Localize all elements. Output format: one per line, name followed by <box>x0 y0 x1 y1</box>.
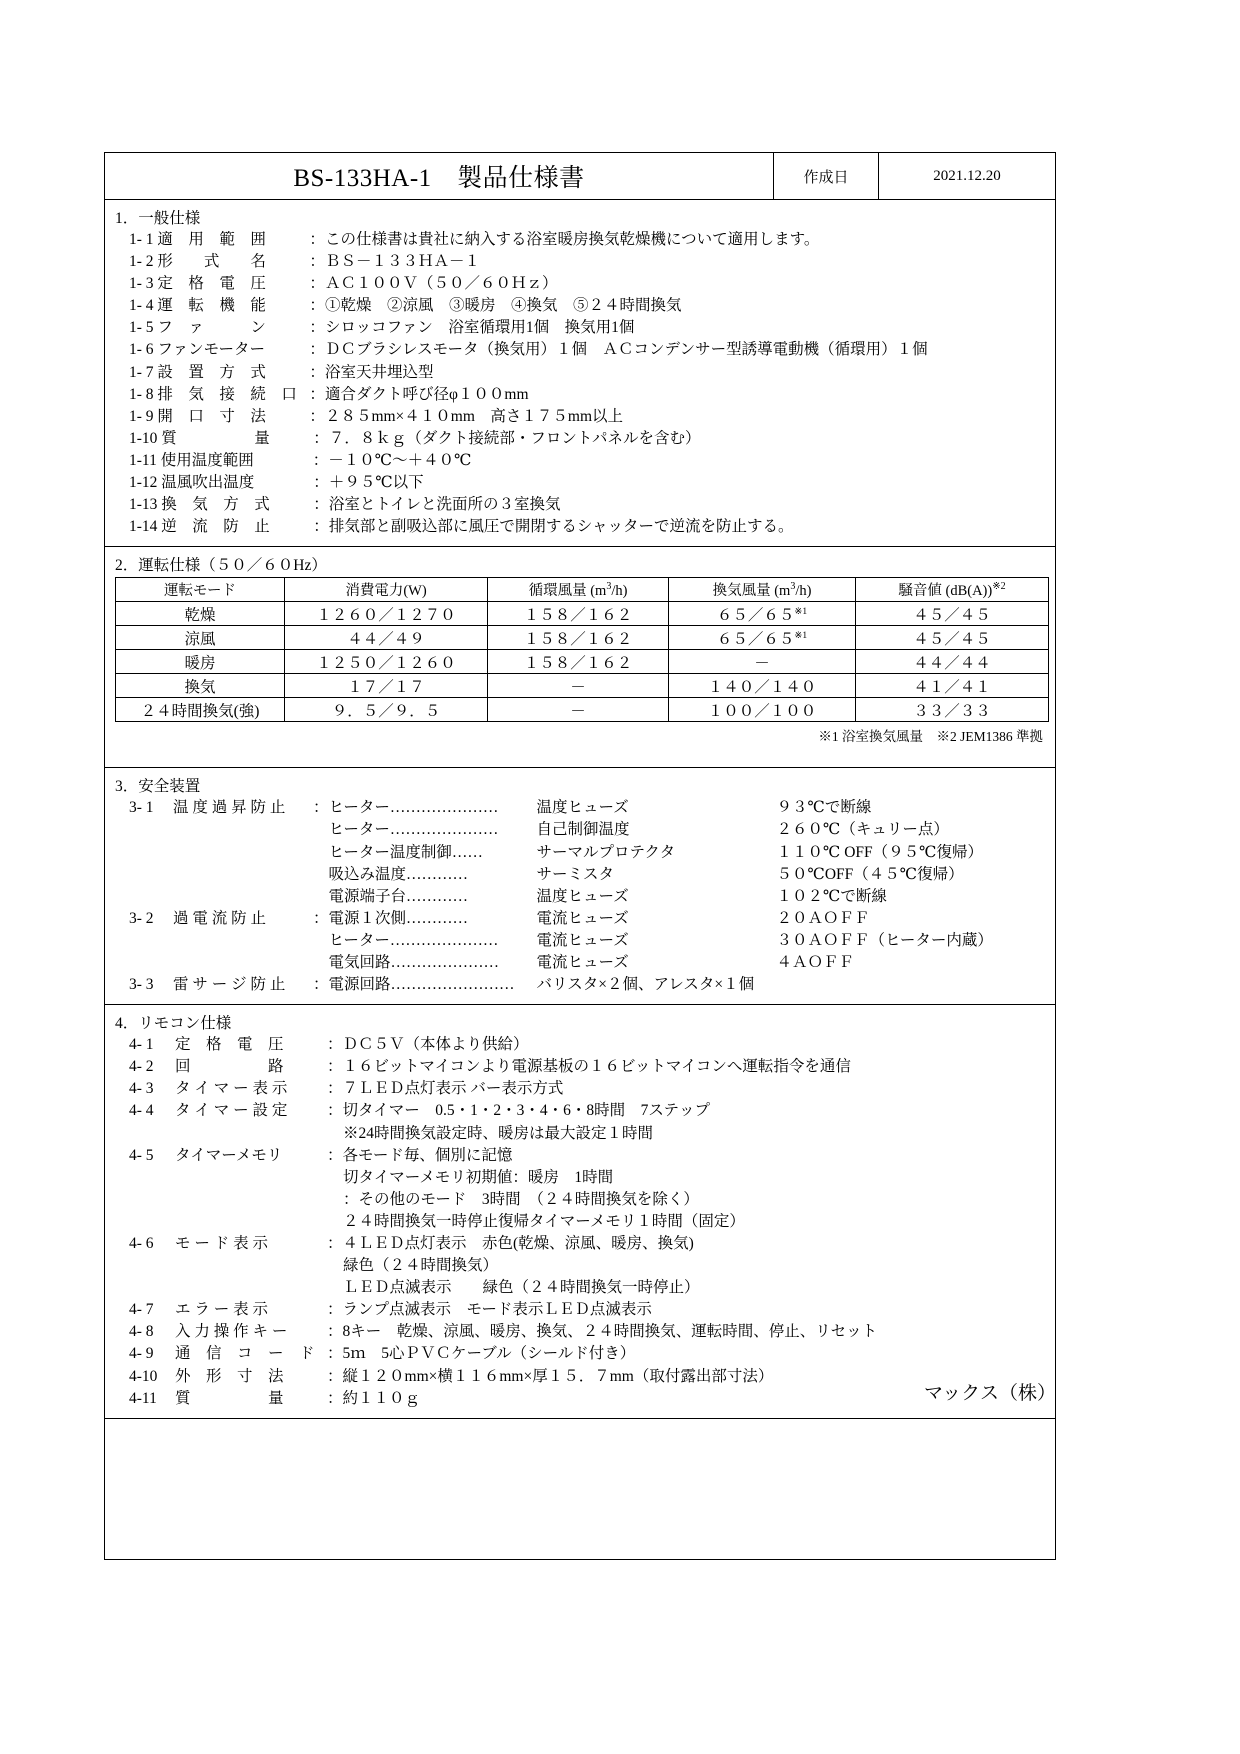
remote-item-label: 外 形 寸 法 <box>175 1367 284 1385</box>
safety-item-device: 電流ヒューズ <box>536 953 629 971</box>
safety-item <box>105 952 1055 974</box>
safety-item-part: ヒーター………………… <box>328 821 499 839</box>
safety-item <box>105 886 1055 908</box>
spec-item-value: ＢＳ－１３３ＨＡ－１ <box>324 253 480 271</box>
spec-item-number: 1-12 <box>129 474 158 492</box>
remote-item-value: 約１１０ｇ <box>342 1389 421 1407</box>
section4-items <box>105 1034 1055 1410</box>
remote-item-label: 定 格 電 圧 <box>175 1036 284 1054</box>
safety-item-label: 過 電 流 防 止 <box>173 909 267 927</box>
safety-item-label: 雷 サ ー ジ 防 止 <box>173 976 286 994</box>
table-row <box>116 674 1049 698</box>
remote-item: 4- 5 タイマーメモリ ：各モード毎、個別に記憶 <box>105 1145 1055 1167</box>
cell-power: １２６０／１２７０ <box>285 602 488 626</box>
safety-item-label: 温 度 過 昇 防 止 <box>173 799 286 817</box>
safety-item-spec: ４ＡＯＦＦ <box>776 953 855 971</box>
spec-item-number: 1- 3 <box>129 275 154 293</box>
remote-item-label: タイマーメモリ <box>175 1146 283 1164</box>
section3-heading: 3．安全装置 <box>115 778 201 796</box>
spec-item-label: 適 用 範 囲 <box>157 231 266 248</box>
spec-item-label: 運 転 機 能 <box>157 297 266 315</box>
remote-item <box>105 1189 1055 1211</box>
remote-item: 4-10 外 形 寸 法 ：縦１２０mm×横１１６mm×厚１５．７mm（取付露出部寸法） <box>105 1366 1055 1388</box>
safety-item-number: 3- 2 <box>129 909 154 927</box>
remote-item-label: タ イ マ ー 設 定 <box>175 1102 288 1120</box>
section-remote-specs <box>104 1005 1056 1419</box>
spec-item-number: 1- 9 <box>129 407 154 425</box>
safety-item: 3- 1 温 度 過 昇 防 止 ：ヒーター………………… 温度ヒューズ ９３℃で断線 <box>105 797 1055 819</box>
document-title-bar <box>104 152 1056 200</box>
th-noise: 騒音値 $(dB(A))^{※2}$ <box>856 578 1049 602</box>
safety-item-device: 自己制御温度 <box>536 821 630 839</box>
spec-item-value: －１０℃～＋４０℃ <box>328 451 472 469</box>
safety-item-device: サーマルプロテクタ <box>536 843 676 861</box>
spec-item-value: 排気部と副吸込部に風圧で開閉するシャッターで逆流を防止する。 <box>328 518 794 536</box>
remote-item-number: 4- 6 <box>129 1235 154 1252</box>
remote-item-label: 通 信 コ ー ド <box>175 1345 315 1363</box>
safety-item-part: 電源１次側………… <box>328 909 469 927</box>
remote-item: 4- 6 モ ー ド 表 示 ：４ＬＥＤ点灯表示 赤色(乾燥、涼風、暖房、換気) <box>105 1233 1055 1255</box>
spec-item-number: 1- 6 <box>129 341 154 359</box>
cell-mode: 暖房 <box>116 650 285 674</box>
spec-item-value: この仕様書は貴社に納入する浴室暖房換気乾燥機について適用します。 <box>324 231 820 248</box>
spec-item: 1- 3 定 格 電 圧 ：ＡＣ１００Ｖ（５０／６０Ｈｚ） <box>129 275 558 293</box>
remote-item-value: ＤＣ５Ｖ（本体より供給） <box>342 1036 529 1054</box>
spec-item-number: 1- 1 <box>129 231 154 248</box>
section-general-specs <box>104 200 1056 547</box>
operation-spec-table <box>115 577 1049 722</box>
safety-item-device: サーミスタ <box>536 865 615 883</box>
spec-item-number: 1- 4 <box>129 297 154 315</box>
remote-item-number: 4- 7 <box>129 1301 154 1319</box>
spec-item-label: 使用温度範囲 <box>160 451 254 469</box>
cell-ventilation: － <box>669 650 856 674</box>
spec-item-value: 適合ダクト呼び径φ１００mm <box>324 385 529 403</box>
safety-item <box>105 819 1055 841</box>
safety-item: 3- 3 雷 サ ー ジ 防 止 ：電源回路…………………… バリスタ×２個、アレスタ×１個 <box>105 974 1055 996</box>
spec-item-label: 質 量 <box>161 429 270 447</box>
spec-item: 1- 1 適 用 範 囲 ：この仕様書は貴社に納入する浴室暖房換気乾燥機について適用します。 <box>129 231 820 248</box>
spec-item-number: 1-14 <box>129 518 158 536</box>
remote-item-value: 切タイマー 0.5・1・2・3・4・6・8時間 7ステップ <box>342 1102 711 1120</box>
footnote-marker: ※1 <box>794 630 808 641</box>
spec-item-value: ＤＣブラシレスモータ（換気用）１個 ＡＣコンデンサー型誘導電動機（循環用）１個 <box>324 341 928 359</box>
remote-item: 4- 1 定 格 電 圧 ：ＤＣ５Ｖ（本体より供給） <box>105 1034 1055 1056</box>
spec-item: 1- 7 設 置 方 式 ：浴室天井埋込型 <box>129 363 434 381</box>
spec-item-value: ①乾燥 ②涼風 ③暖房 ④換気 ⑤２４時間換気 <box>324 297 682 315</box>
spec-item-value: 浴室とトイレと洗面所の３室換気 <box>328 496 561 514</box>
safety-item <box>105 864 1055 886</box>
cell-mode: 換気 <box>116 674 285 698</box>
safety-item-part: 電気回路………………… <box>328 953 500 971</box>
cell-circulation: － <box>488 698 669 722</box>
safety-item <box>105 842 1055 864</box>
spec-item-label: フ ァ ン <box>157 319 266 337</box>
safety-item-part: 電源回路…………………… <box>328 976 515 994</box>
remote-item-value: 緑色（２４時間換気） <box>343 1257 499 1275</box>
spec-item-label: 開 口 寸 法 <box>157 407 266 425</box>
safety-item-number: 3- 1 <box>129 799 154 817</box>
remote-item: 4- 7 エ ラ ー 表 示 ：ランプ点滅表示 モード表示ＬＥＤ点滅表示 <box>105 1299 1055 1321</box>
page-title: BS-133HA-1 製品仕様書 <box>293 165 585 192</box>
spec-item: 1-14 逆 流 防 止 ：排気部と副吸込部に風圧で開閉するシャッターで逆流を防止する。 <box>129 518 794 536</box>
spec-item-number: 1-10 <box>129 429 158 447</box>
cell-ventilation: ６５／６５$^{※1}$ <box>669 626 856 650</box>
spec-item: 1-10 質 量 ：７．８ｋｇ（ダクト接続部・フロントパネルを含む） <box>129 429 701 447</box>
safety-item-part: 電源端子台………… <box>328 887 469 905</box>
spec-item-value: ＡＣ１００Ｖ（５０／６０Ｈｚ） <box>324 275 558 293</box>
spec-item: 1- 9 開 口 寸 法 ：２８５mm×４１０mm 高さ１７５mm以上 <box>129 407 624 425</box>
table-row <box>116 626 1049 650</box>
spec-item: 1- 4 運 転 機 能 ：①乾燥 ②涼風 ③暖房 ④換気 ⑤２４時間換気 <box>129 297 682 315</box>
remote-item-number: 4- 1 <box>129 1036 154 1054</box>
spec-item: 1- 5 フ ァ ン ：シロッコファン 浴室循環用1個 換気用1個 <box>129 319 635 337</box>
remote-item-number: 4- 4 <box>129 1102 154 1120</box>
cell-power: ９．５／９．５ <box>285 698 488 722</box>
remote-item-value: ※24時間換気設定時、暖房は最大設定１時間 <box>343 1124 654 1142</box>
footer-company: マックス（株） <box>923 1383 1056 1404</box>
cell-noise: ４４／４４ <box>856 650 1049 674</box>
cell-circulation: １５８／１６２ <box>488 602 669 626</box>
spec-item: 1-12 温風吹出温度 ：＋９５℃以下 <box>129 474 424 492</box>
safety-item-device: 温度ヒューズ <box>536 799 629 817</box>
spec-item-label: 排 気 接 続 口 <box>157 385 297 403</box>
spec-item: 1- 2 形 式 名 ：ＢＳ－１３３ＨＡ－１ <box>129 253 480 271</box>
cell-circulation: － <box>488 674 669 698</box>
cell-circulation: １５８／１６２ <box>488 626 669 650</box>
cell-power: ４４／４９ <box>285 626 488 650</box>
remote-item-number: 4-10 <box>129 1367 158 1385</box>
table-footnote: ※1 浴室換気風量 ※2 JEM1386 準拠 <box>818 729 1043 745</box>
safety-item-part: ヒーター………………… <box>328 931 499 949</box>
remote-item-value: 縦１２０mm×横１１６mm×厚１５．７mm（取付露出部寸法） <box>342 1367 774 1385</box>
spec-item-label: 温風吹出温度 <box>161 474 255 492</box>
safety-item-spec: ９３℃で断線 <box>776 799 872 817</box>
th-ventilation: 換気風量 $(m^3/h)$ <box>669 578 856 602</box>
remote-item-number: 4- 5 <box>129 1146 154 1164</box>
spec-item-label: 定 格 電 圧 <box>157 275 266 293</box>
remote-item-number: 4-11 <box>129 1389 157 1407</box>
remote-item-number: 4- 3 <box>129 1080 154 1098</box>
spec-item-value: ２８５mm×４１０mm 高さ１７５mm以上 <box>324 407 624 425</box>
remote-item: 4- 2 回 路 ：１６ビットマイコンより電源基板の１６ビットマイコンへ運転指令を通信 <box>105 1056 1055 1078</box>
remote-item <box>105 1167 1055 1189</box>
remote-item-value: １６ビットマイコンより電源基板の１６ビットマイコンへ運転指令を通信 <box>342 1058 851 1076</box>
spec-item-number: 1- 5 <box>129 319 154 337</box>
remote-item-value: 各モード毎、個別に記憶 <box>342 1146 513 1164</box>
section-safety-devices <box>104 768 1056 1005</box>
cell-ventilation: １００／１００ <box>669 698 856 722</box>
spec-item: 1- 6 ファンモーター ：ＤＣブラシレスモータ（換気用）１個 ＡＣコンデンサー型誘導電動機（循環用）１個 <box>129 341 928 359</box>
blank-area <box>104 1419 1056 1560</box>
spec-item-label: 形 式 名 <box>157 253 266 271</box>
section-operation-specs <box>104 547 1056 768</box>
remote-item-label: 入 力 操 作 キ ー <box>175 1323 288 1341</box>
cell-ventilation: １４０／１４０ <box>669 674 856 698</box>
cell-power: １２５０／１２６０ <box>285 650 488 674</box>
cell-circulation: １５８／１６２ <box>488 650 669 674</box>
remote-item-number: 4- 9 <box>129 1345 154 1363</box>
remote-item-value: 8キー 乾燥、涼風、暖房、換気、２４時間換気、運転時間、停止、リセット <box>342 1323 878 1341</box>
safety-item-device: 温度ヒューズ <box>536 887 629 905</box>
safety-item-device: 電流ヒューズ <box>536 909 629 927</box>
spec-item-number: 1- 8 <box>129 385 154 403</box>
safety-item-part: ヒーター温度制御…… <box>328 843 483 861</box>
remote-item: 4- 3 タ イ マ ー 表 示 ：７ＬＥＤ点灯表示 バー表示方式 <box>105 1078 1055 1100</box>
safety-item-device: バリスタ×２個、アレスタ×１個 <box>536 976 755 994</box>
spec-item-value: シロッコファン 浴室循環用1個 換気用1個 <box>324 319 635 337</box>
spec-item-value: 浴室天井埋込型 <box>324 363 434 381</box>
remote-item-value: ：その他のモード 3時間 （２４時間換気を除く） <box>343 1190 699 1208</box>
cell-noise: ４５／４５ <box>856 626 1049 650</box>
remote-item-value: 切タイマーメモリ初期値：暖房 1時間 <box>343 1168 614 1186</box>
spec-item-number: 1-11 <box>129 451 157 469</box>
section1-items <box>105 229 1055 538</box>
cell-noise: ４５／４５ <box>856 602 1049 626</box>
remote-item-value: ＬＥＤ点滅表示 緑色（２４時間換気一時停止） <box>343 1279 700 1297</box>
remote-item-label: エ ラ ー 表 示 <box>175 1301 269 1319</box>
safety-item-spec: ３０ＡＯＦＦ（ヒーター内蔵） <box>776 931 993 949</box>
remote-item <box>105 1211 1055 1233</box>
spec-item-label: 設 置 方 式 <box>157 363 266 381</box>
safety-item-spec: １０２℃で断線 <box>776 887 887 905</box>
th-circulation: 循環風量 $(m^3/h)$ <box>488 578 669 602</box>
safety-item-spec: ２６０℃（キュリー点） <box>776 821 949 839</box>
operation-spec-table-body <box>116 602 1049 722</box>
section4-heading: 4．リモコン仕様 <box>115 1015 232 1033</box>
spec-item-number: 1- 7 <box>129 363 154 381</box>
spec-item-label: 逆 流 防 止 <box>161 518 270 536</box>
section1-heading: 1．一般仕様 <box>115 210 201 227</box>
spec-item-label: 換 気 方 式 <box>161 496 270 514</box>
remote-item-value: ２４時間換気一時停止復帰タイマーメモリ１時間（固定） <box>343 1212 745 1230</box>
cell-noise: ３３／３３ <box>856 698 1049 722</box>
remote-item <box>105 1123 1055 1145</box>
safety-item-part: ヒーター………………… <box>328 799 499 817</box>
spec-item: 1-13 換 気 方 式 ：浴室とトイレと洗面所の３室換気 <box>129 496 561 514</box>
safety-item-part: 吸込み温度………… <box>328 865 469 883</box>
table-row <box>116 602 1049 626</box>
spec-item: 1-11 使用温度範囲 ：－１０℃～＋４０℃ <box>129 451 472 469</box>
safety-item: 3- 2 過 電 流 防 止 ：電源１次側………… 電流ヒューズ ２０ＡＯＦＦ <box>105 908 1055 930</box>
remote-item-label: 回 路 <box>175 1058 284 1076</box>
remote-item: 4-11 質 量 ：約１１０ｇ <box>105 1388 1055 1410</box>
remote-item-label: モ ー ド 表 示 <box>175 1235 269 1252</box>
safety-item-spec: １１０℃ OFF（９５℃復帰） <box>776 843 984 861</box>
remote-item-value: ４ＬＥＤ点灯表示 赤色(乾燥、涼風、暖房、換気) <box>342 1235 694 1252</box>
remote-item: 4- 8 入 力 操 作 キ ー ：8キー 乾燥、涼風、暖房、換気、２４時間換気、運転時間、停止、リセット <box>105 1321 1055 1343</box>
cell-mode: 乾燥 <box>116 602 285 626</box>
table-header-row <box>116 578 1049 602</box>
remote-item: 4- 9 通 信 コ ー ド ：5ｍ 5心ＰＶＣケーブル（シールド付き） <box>105 1343 1055 1365</box>
cell-power: １７／１７ <box>285 674 488 698</box>
remote-item-number: 4- 2 <box>129 1058 154 1076</box>
spec-item-label: ファンモーター <box>157 341 265 359</box>
section2-heading: 2．運転仕様（５０／６０Hz） <box>115 557 327 575</box>
table-row <box>116 650 1049 674</box>
creation-date-label: 作成日 <box>773 153 878 199</box>
remote-item-label: 質 量 <box>175 1389 284 1407</box>
remote-item-value: ７ＬＥＤ点灯表示 バー表示方式 <box>342 1080 564 1098</box>
remote-item-number: 4- 8 <box>129 1323 154 1341</box>
remote-item-value: ランプ点滅表示 モード表示ＬＥＤ点滅表示 <box>342 1301 652 1319</box>
safety-item-number: 3- 3 <box>129 976 154 994</box>
footnote-marker: ※1 <box>794 606 808 617</box>
th-mode: 運転モード <box>116 578 285 602</box>
remote-item-label: タ イ マ ー 表 示 <box>175 1080 288 1098</box>
table-row <box>116 698 1049 722</box>
cell-mode: ２４時間換気(強) <box>116 698 285 722</box>
spec-item-value: ７．８ｋｇ（ダクト接続部・フロントパネルを含む） <box>328 429 701 447</box>
th-power: 消費電力(W) <box>285 578 488 602</box>
spec-item-value: ＋９５℃以下 <box>328 474 424 492</box>
spec-item-number: 1- 2 <box>129 253 154 271</box>
safety-item-device: 電流ヒューズ <box>536 931 629 949</box>
cell-noise: ４１／４１ <box>856 674 1049 698</box>
creation-date-value: 2021.12.20 <box>878 153 1055 199</box>
section3-items <box>105 797 1055 996</box>
cell-ventilation: ６５／６５$^{※1}$ <box>669 602 856 626</box>
spec-item: 1- 8 排 気 接 続 口 ：適合ダクト呼び径φ１００mm <box>129 385 529 403</box>
safety-item <box>105 930 1055 952</box>
remote-item <box>105 1255 1055 1277</box>
spec-item-number: 1-13 <box>129 496 158 514</box>
remote-item: 4- 4 タ イ マ ー 設 定 ：切タイマー 0.5・1・2・3・4・6・8時間 7ステップ <box>105 1100 1055 1122</box>
remote-item <box>105 1277 1055 1299</box>
cell-mode: 涼風 <box>116 626 285 650</box>
spec-sheet-page <box>104 152 1056 1560</box>
safety-item-spec: ２０ＡＯＦＦ <box>776 909 870 927</box>
remote-item-value: 5ｍ 5心ＰＶＣケーブル（シールド付き） <box>342 1345 636 1363</box>
safety-item-spec: ５０℃OFF（４５℃復帰） <box>776 865 964 883</box>
